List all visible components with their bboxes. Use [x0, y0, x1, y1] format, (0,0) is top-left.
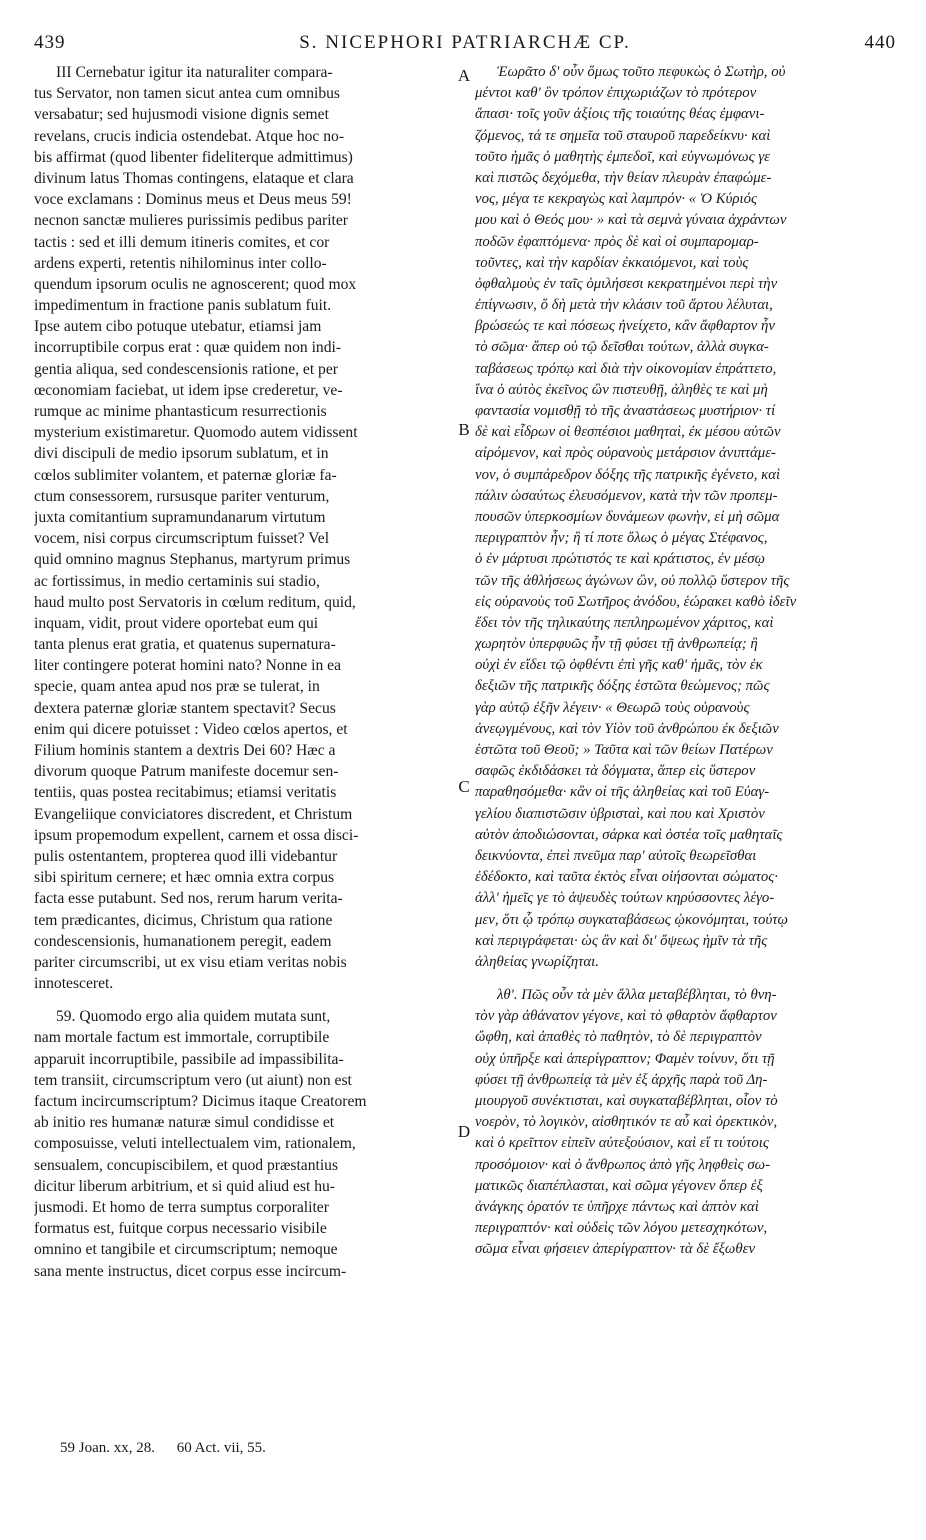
text-line: dextera paternæ gloriæ stantem spectavit? Secus: [34, 699, 336, 717]
text-line: τοῦτο ἡμᾶς ὁ μαθητὴς ἐμπεδοῖ, καὶ εὐγνωμόνως γε: [475, 148, 770, 165]
footnote: 60 Act. vii, 55.: [176, 1440, 266, 1456]
text-line: tem prædicantes, dicimus, Christum qua ratione: [34, 911, 333, 929]
footnotes: [60, 1440, 284, 1457]
text-line: facta esse putabunt. Sed nos, rerum harum verita-: [34, 890, 343, 908]
text-line: τὸν γὰρ ἀθάνατον γέγονε, καὶ τὸ φθαρτὸν ἄφθαρτον: [475, 1008, 777, 1025]
page-number-right: 440: [864, 32, 896, 53]
text-line: III Cernebatur igitur ita naturaliter compara-: [56, 64, 333, 81]
text-line: αὐτὸν ἀποδιώσονται, σάρκα καὶ ὀστέα τοῖς μαθηταῖς: [475, 826, 783, 843]
text-line: εἰς οὐρανοὺς τοῦ Σωτῆρος ἀνόδου, ἑώρακει καθὸ ἰδεῖν: [475, 593, 797, 610]
text-line: 59. Quomodo ergo alia quidem mutata sunt,: [56, 1008, 331, 1026]
latin-section-58: [34, 62, 454, 994]
text-line: ζόμενος, τά τε σημεῖα τοῦ σταυροῦ παρεδείκνυ· καὶ: [475, 127, 771, 144]
text-line: ἀνάγκης ὁρατόν τε ὑπῆρχε πάντως καὶ ἁπτὸν καὶ: [475, 1198, 759, 1215]
text-line: νον, ὁ συμπάρεδρον δόξης τῆς πατρικῆς ἐγένετο, καὶ: [475, 466, 781, 483]
text-line: condescensionis, humanationem peregit, eadem: [34, 932, 332, 950]
text-line: προσόμοιον· καὶ ὁ ἄνθρωπος ἀπὸ γῆς ληφθεὶς σω-: [475, 1156, 771, 1173]
text-line: tentiis, quas postea recitabimus; etiamsi veritatis: [34, 784, 337, 802]
text-line: ἔδει τὸν τῆς τηλικαύτης πεπληρωμένον χάριτος, καὶ: [475, 614, 774, 631]
text-line: liter contingere poterat homini nato? Nonne in ea: [34, 657, 342, 675]
text-line: impedimentum in fractione panis sublatum fuit.: [34, 297, 332, 315]
text-line: αἰρόμενον, καὶ πρὸς οὐρανοὺς μετάρσιον ἀνιπτάμε-: [475, 445, 776, 462]
running-header: [34, 32, 896, 58]
text-line: γὰρ αὐτῷ ἐξῆν λέγειν· « Θεωρῶ τοὺς οὐρανοὺς: [475, 699, 750, 716]
text-line: jusmodi. Et homo de terra sumptus corporaliter: [34, 1198, 329, 1216]
text-line: ταβάσεως τρόπῳ καὶ διὰ τὴν οἰκονομίαν ἐπράττετο,: [475, 360, 777, 377]
text-line: τὸ σῶμα· ἅπερ οὐ τῷ δεῖσθαι τούτων, ἀλλὰ συγκα-: [475, 339, 769, 356]
text-line: apparuit incorruptibile, passibile ad impassibilita-: [34, 1050, 344, 1068]
margin-marker-c: C: [458, 777, 470, 796]
greek-section-38: [475, 62, 887, 973]
text-line: sensualem, concupiscibilem, et quod præstantius: [34, 1156, 339, 1174]
text-line: factum incircumscriptum? Dicimus itaque Creatorem: [34, 1093, 367, 1110]
text-line: cœlos sublimiter volantem, et paternæ gloriæ fa-: [34, 466, 337, 484]
greek-column: [475, 62, 887, 1261]
text-line: formatus est, fuitque corpus necessario visibile: [34, 1220, 327, 1238]
latin-section-59: [34, 1006, 454, 1281]
text-line: incorruptibile corpus erat : quæ quidem non indi-: [34, 339, 342, 357]
text-line: composuisse, veluti intellectualem vim, rationalem,: [34, 1135, 356, 1153]
text-line: πάλιν ὡσαύτως ἐλευσόμενον, κατὰ τὴν τῶν προπεμ-: [475, 487, 778, 504]
page-number-left: 439: [34, 32, 66, 53]
text-line: necnon sanctæ mulieres purissimis pedibus pariter: [34, 212, 348, 230]
text-line: voce exclamans : Dominus meus et Deus meus 59!: [34, 191, 352, 209]
margin-marker-a: A: [457, 66, 471, 85]
section-gap: [34, 994, 454, 1006]
text-line: δεικνύοντα, ἐπεὶ πνεῦμα παρ' αὐτοῖς θεωρεῖσθαι: [475, 847, 757, 864]
text-line: omnino et tangibile et circumscriptum; nemoque: [34, 1241, 338, 1259]
text-line: ἐπίγνωσιν, ὅ δὴ μετὰ τὴν κλάσιν τοῦ ἄρτου λέλυται,: [475, 297, 773, 314]
text-line: œconomiam faciebat, ut idem ipse crederetur, ve-: [34, 381, 343, 399]
text-line: ἐδέδοκτο, καὶ ταῦτα ἐκτὸς εἶναι οἰήσονται σώματος·: [475, 869, 778, 886]
text-line: quid omnino magnus Stephanus, martyrum primus: [34, 551, 351, 569]
text-line: mysterium existimaretur. Quomodo autem vidissent: [34, 424, 358, 442]
text-line: σαφῶς ἐκδιδάσκει τὰ δόγματα, ἅπερ εἰς ὕστερον: [475, 763, 756, 780]
text-line: nam mortale factum est immortale, corruptibile: [34, 1029, 330, 1047]
text-line: φύσει τῇ ἀνθρωπείᾳ τὰ μὲν ἐξ ἀρχῆς παρὰ τοῦ Δη-: [475, 1071, 768, 1088]
text-line: inquam, vidit, prout videre oportebat eum qui: [34, 614, 319, 632]
text-line: παραθησόμεθα· κἂν οἱ τῆς ἀληθείας καὶ τοῦ Εὐαγ-: [475, 784, 770, 801]
text-line: πουσῶν ὑπερκοσμίων δυνάμεων φωνὴν, εἰ μὴ σῶμα: [475, 508, 780, 525]
text-line: Filium hominis stantem a dextris Dei 60? Hæc a: [34, 742, 336, 759]
text-line: ardens experti, retentis nihilominus inter collo-: [34, 254, 327, 272]
text-line: dicitur liberum arbitrium, et si quid aliud est hu-: [34, 1177, 335, 1195]
text-line: καὶ ὁ κρεῖττον εἰπεῖν αὐτεξούσιον, καὶ εἴ τι τούτοις: [475, 1135, 769, 1152]
text-line: revelans, crucis indicia ostendebat. Atque hoc no-: [34, 127, 345, 145]
text-line: versabatur; sed hujusmodi visione dignis semet: [34, 106, 329, 124]
text-line: τῶν τῆς ἀθλήσεως ἀγώνων ὢν, οὐ πολλῷ ὕστερον τῆς: [475, 572, 790, 589]
text-line: νος, μέγα τε κεκραγὼς καὶ λαμπρόν· « Ὁ Κύριός: [475, 191, 758, 208]
text-line: μέντοι καθ' ὃν τρόπον ἐπιχωριάζων τὸ πρότερον: [475, 85, 757, 102]
text-line: gentia aliqua, sed condescensionis ratione, et per: [34, 360, 338, 378]
text-line: ἅπασι· τοῖς γοῦν ἀξίοις τῆς τοιαύτης θέας ἐμφανι-: [475, 106, 765, 123]
text-line: divinum latus Thomas contingens, elataque et clara: [34, 169, 354, 187]
text-line: ἀληθείας γνωρίζηται.: [475, 953, 599, 970]
text-line: tem transiit, circumscriptum vero (ut aiunt) non est: [34, 1071, 352, 1089]
text-line: Ἑωρᾶτο δ' οὖν ὅμως τοῦτο πεφυκὼς ὁ Σωτὴρ, οὐ: [497, 64, 786, 80]
latin-column: [34, 62, 454, 1282]
footnote: 59 Joan. xx, 28.: [60, 1440, 155, 1456]
text-line: innotesceret.: [34, 975, 114, 993]
text-line: rumque ac minime phantasticum resurrectionis: [34, 403, 327, 420]
section-gap: [475, 973, 887, 985]
text-line: σῶμα εἶναι φήσειεν ἀπερίγραπτον· τὰ δὲ ἔξωθεν: [475, 1241, 756, 1258]
text-line: sana mente instructus, dicet corpus esse incircum-: [34, 1262, 347, 1280]
text-line: ἀλλ' ἡμεῖς γε τὸ ἀψευδὲς τούτων κηρύσσοντες λέγο-: [475, 890, 775, 907]
text-line: tus Servator, non tamen sicut antea cum omnibus: [34, 85, 340, 103]
text-line: περιγραπτὸν ἦν; ἢ τί ποτε ὅλως ὁ μέγας Στέφανος,: [475, 530, 768, 547]
text-line: μιουργοῦ συνέκτισται, καὶ συγκαταβέβληται, οἷον τὸ: [475, 1093, 778, 1109]
text-line: ab initio res humanæ naturæ simul condidisse et: [34, 1114, 335, 1132]
text-line: pulis ostentantem, propterea quod illi videbantur: [34, 847, 338, 865]
text-line: βρώσεώς τε καὶ πόσεως ἠνείχετο, κἂν ἄφθαρτον ἦν: [475, 318, 775, 335]
text-line: bis affirmat (quod libenter fideliterque admittimus): [34, 148, 353, 166]
greek-section-39: [475, 985, 887, 1260]
text-line: καὶ περιγράφεται· ὡς ἂν καὶ δι' ὄψεως ἡμῖν τὰ τῆς: [475, 932, 768, 949]
text-line: ἵνα ὁ αὐτὸς ἐκεῖνος ὢν πιστευθῇ, ἀληθὲς τε καὶ μὴ: [475, 381, 768, 398]
text-line: καὶ πιστῶς δεχόμεθα, τὴν θείαν πλευρὰν ἐπαφώμε-: [475, 169, 772, 186]
text-line: ipsum propemodum expellent, carnem et ossa disci-: [34, 826, 359, 844]
text-line: τοῦντες, καὶ τὴν καρδίαν ἐκκαιόμενοι, καὶ τοὺς: [475, 254, 749, 271]
text-line: δεξιῶν τῆς πατρικῆς δόξης ἑστῶτα θεώμενος; πῶς: [475, 678, 770, 695]
text-line: ματικῶς διαπέπλασται, καὶ σῶμα γέγονεν ὅπερ ἐξ: [475, 1177, 763, 1194]
text-line: οὐχ ὑπῆρξε καὶ ἀπερίγραπτον; Φαμὲν τοίνυν, ὅτι τῇ: [475, 1050, 775, 1067]
text-line: δὲ καὶ εἶδρων οἱ θεσπέσιοι μαθηταὶ, ἐκ μέσου αὐτῶν: [475, 424, 781, 441]
text-line: Evangeliique conviciatores discredent, et Christum: [34, 805, 353, 823]
text-line: μεν, ὅτι ᾧ τρόπῳ συγκαταβάσεως ᾠκονόμηται, τούτῳ: [475, 911, 788, 928]
text-line: tanta plenus erat gratia, et quatenus supernatura-: [34, 636, 336, 654]
text-line: enim qui dicere potuisset : Video cœlos apertos, et: [34, 720, 348, 738]
margin-marker-b: B: [458, 420, 470, 439]
text-line: ἑστῶτα τοῦ Θεοῦ; » Ταῦτα καὶ τῶν θείων Πατέρων: [475, 742, 773, 758]
text-line: haud multo post Servatoris in cœlum reditum, quid,: [34, 593, 356, 611]
text-line: γελίου διαπιστῶσιν ὑβρισταὶ, καὶ που καὶ Χριστὸν: [475, 805, 765, 822]
text-line: Ipse autem cibo potuque utebatur, etiamsi jam: [34, 318, 322, 336]
text-line: φαντασία νομισθῇ τὸ τῆς ἀναστάσεως μυστήριον· τί: [475, 403, 776, 419]
text-line: sibi spiritum cernere; et hæc omnia extra corpus: [34, 869, 335, 887]
text-line: quendum ipsorum oculis ne agnoscerent; quod mox: [34, 275, 357, 293]
text-line: pariter circumscribi, ut ex visu etiam veritas nobis: [34, 953, 347, 971]
text-line: ὀφθαλμοὺς ἐν ταῖς ὁμιλήσεσι κεκρατημένοι περὶ τὴν: [475, 275, 778, 292]
text-line: περιγραπτόν· καὶ οὐδεὶς τῶν λόγου μετεσχηκότων,: [475, 1220, 768, 1237]
running-title: S. NICEPHORI PATRIARCHÆ CP.: [299, 32, 631, 53]
text-line: specie, quam antea apud nos præ se tulerat, in: [34, 678, 320, 696]
margin-marker-d: D: [457, 1122, 471, 1141]
text-line: νοερὸν, τὸ λογικὸν, αἰσθητικόν τε αὖ καὶ ὀρεκτικὸν,: [475, 1114, 778, 1131]
text-line: tactis : sed et illi demum itineris comites, et cor: [34, 233, 330, 251]
text-line: divi discipuli de medio ipsorum sublatum, et in: [34, 445, 329, 463]
text-line: ἀνεῳγμένους, καὶ τὸν Υἱὸν τοῦ ἀνθρώπου ἐκ δεξιῶν: [475, 720, 779, 737]
text-line: χωρητὸν ὑπερφυῶς ἦν τῇ φύσει τῇ ἀνθρωπείᾳ; ἢ: [475, 636, 758, 653]
text-line: λθʹ. Πῶς οὖν τὰ μὲν ἄλλα μεταβέβληται, τὸ θνη-: [497, 987, 777, 1004]
text-line: juxta comitantium supramundanarum virtutum: [34, 508, 326, 526]
text-line: ac fortissimus, in medio certaminis sui stadio,: [34, 572, 320, 590]
text-line: vocem, nisi corpus circumscriptum fuisset? Vel: [34, 530, 330, 548]
text-line: ὤφθη, καὶ ἀπαθὲς τὸ παθητὸν, τὸ δὲ περιγραπτὸν: [475, 1029, 762, 1046]
text-line: ctum consessorem, rursusque pariter venturum,: [34, 487, 330, 505]
text-line: ποδῶν ἐφαπτόμενα· πρὸς δὲ καὶ οἱ συμπαρομαρ-: [475, 233, 759, 250]
text-line: divorum quoque Patrum manifeste docemur sen-: [34, 763, 339, 781]
text-line: μου καὶ ὁ Θεός μου· » καὶ τὰ σεμνὰ γύναια ἀχράντων: [475, 212, 787, 229]
text-line: οὐχὶ ἐν εἴδει τῷ ὀφθέντι ἐπὶ γῆς καθ' ἡμᾶς, τὸν ἐκ: [475, 657, 763, 674]
text-line: ὁ ἐν μάρτυσι πρώτιστός τε καὶ κράτιστος, ἐν μέσῳ: [475, 551, 766, 568]
